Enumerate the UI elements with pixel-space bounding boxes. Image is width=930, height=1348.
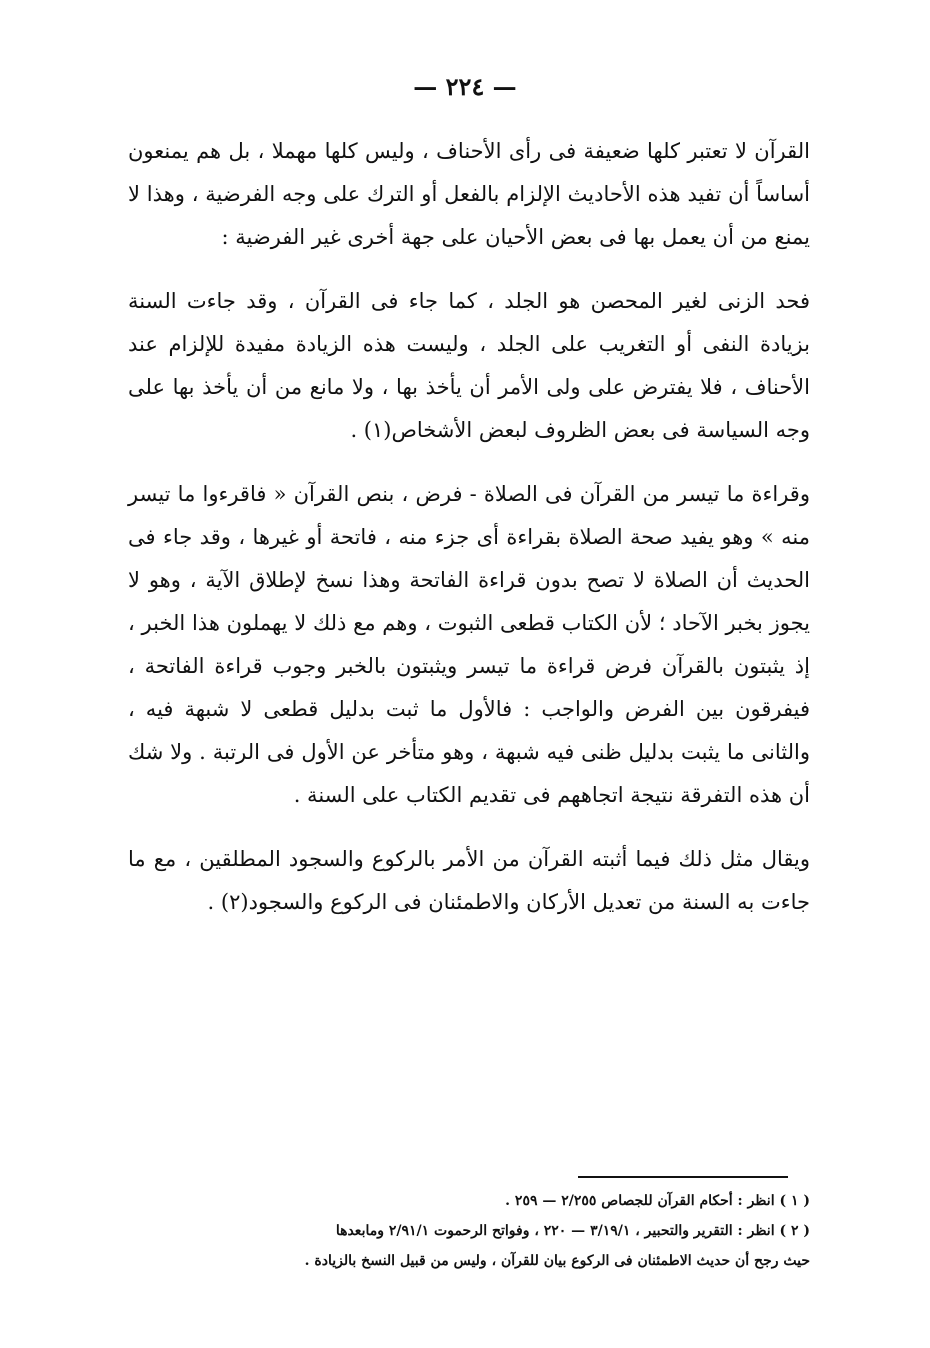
- footnotes: [128, 1186, 810, 1276]
- footnote-2-continuation: حيث رجح أن حديث الاطمئنان فى الركوع بيان للقرآن ، وليس من قبيل النسخ بالزيادة .: [304, 1253, 810, 1269]
- body-text: [128, 130, 810, 924]
- footnote-separator: [578, 1176, 788, 1178]
- footnote-1: ( ١ ) انظر : أحكام القرآن للجصاص ٢/٢٥٥ — ٢٥٩ .: [505, 1193, 810, 1209]
- paragraph-3: وقراءة ما تيسر من القرآن فى الصلاة - فرض ، بنص القرآن « فاقرءوا ما تيسر منه » وهو يفيد صحة الصلاة بقراءة أى جزء منه ، فاتحة أو غيرها ، وقد جاء فى الحديث أن الصلاة لا تصح بدون قراءة الفاتحة وهذا نسخ لإطلاق الآية ، وهو لا يجوز بخبر الآحاد ؛ لأن الكتاب قطعى الثبوت ، وهم مع ذلك لا يهملون هذا الخبر ، إذ يثبتون بالقرآن فرض قراءة ما تيسر ويثبتون بالخبر وجوب قراءة الفاتحة ، فيفرقون بين الفرض والواجب : فالأول ما ثبت بدليل قطعى لا شبهة فيه ، والثانى ما يثبت بدليل ظنى فيه شبهة ، وهو متأخر عن الأول فى الرتبة . ولا شك أن هذه التفرقة نتيجة اتجاههم فى تقديم الكتاب على السنة .: [128, 482, 810, 807]
- page-number: — ٢٢٤ —: [413, 72, 517, 101]
- paragraph-2: فحد الزنى لغير المحصن هو الجلد ، كما جاء فى القرآن ، وقد جاءت السنة بزيادة النفى أو التغريب على الجلد ، وليست هذه الزيادة مفيدة للإلزام عند الأحناف ، فلا يفترض على ولى الأمر أن يأخذ بها ، ولا مانع من أن يأخذ بها على وجه السياسة فى بعض الظروف لبعض الأشخاص(١) .: [128, 289, 810, 442]
- footnote-2: ( ٢ ) انظر : التقرير والتحبير ، ٣/١٩/١ — ٢٢٠ ، وفواتح الرحموت ٢/٩١/١ ومابعدها: [335, 1223, 810, 1239]
- paragraph-4: ويقال مثل ذلك فيما أثبته القرآن من الأمر بالركوع والسجود المطلقين ، مع ما جاءت به السنة من تعديل الأركان والاطمئنان فى الركوع والسجود(٢) .: [128, 847, 810, 914]
- paragraph-1: القرآن لا تعتبر كلها ضعيفة فى رأى الأحناف ، وليس كلها مهملا ، بل هم يمنعون أساساً أن تفيد هذه الأحاديث الإلزام بالفعل أو الترك على وجه الفرضية ، وهذا لا يمنع من أن يعمل بها فى بعض الأحيان على جهة أخرى غير الفرضية :: [128, 139, 810, 249]
